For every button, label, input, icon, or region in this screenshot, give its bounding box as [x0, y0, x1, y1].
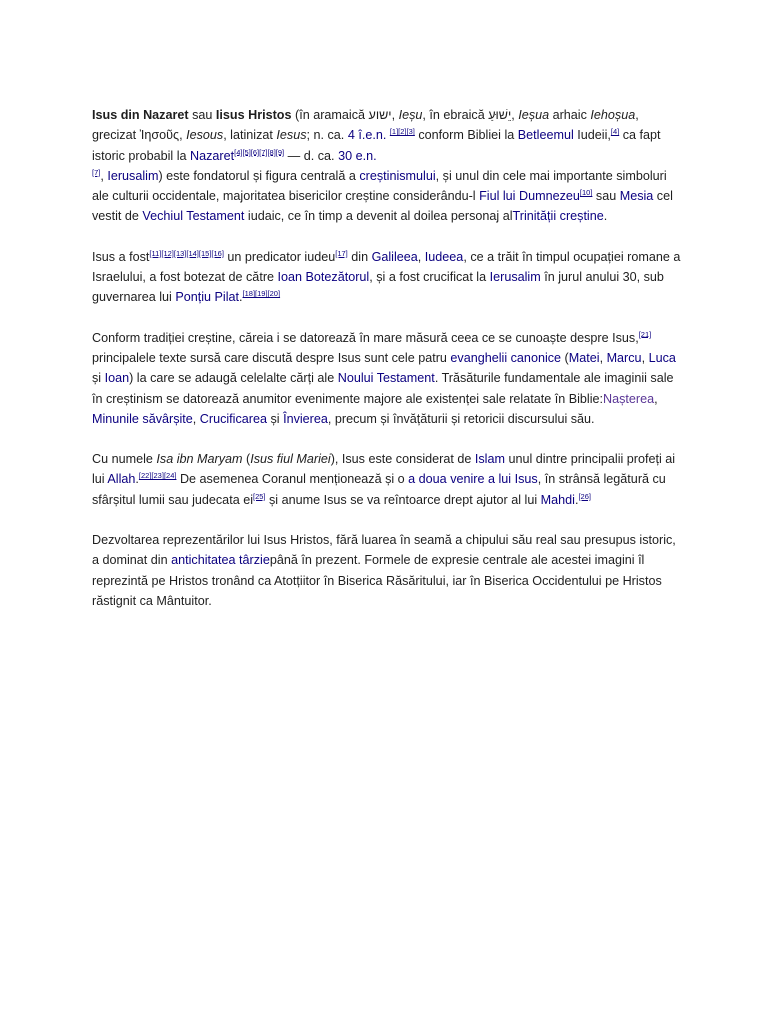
link-crucificarea[interactable]: Crucificarea — [199, 411, 267, 426]
citation-ref[interactable]: [4] — [610, 127, 620, 137]
text: , — [599, 350, 607, 365]
text: , — [511, 108, 519, 122]
name-iesous: Iesous — [186, 128, 224, 143]
link-ierusalim[interactable]: Ierusalim — [489, 270, 541, 285]
paragraph-traditie — [92, 328, 682, 429]
citation-ref[interactable]: [21] — [638, 329, 652, 339]
link-matei[interactable]: Matei — [568, 350, 600, 365]
citation-ref[interactable]: [26] — [578, 491, 591, 501]
link-a-doua-venire[interactable]: a doua venire a lui Isus — [408, 472, 538, 487]
article-title: Isus din Nazaret — [92, 108, 189, 122]
text: Conform tradiției creștine, căreia i se datorează în mare măsură ceea ce se cunoaște despre Isus, — [92, 330, 639, 345]
text: . — [135, 472, 139, 487]
link-trinitatii-crestine[interactable]: Trinității creștine — [512, 209, 604, 224]
text: , — [417, 249, 425, 264]
link-evanghelii-canonice[interactable]: evanghelii canonice — [450, 350, 562, 365]
text: , ce a trăit în timpul ocupației romane a Israelului, a fost botezat de către — [92, 249, 681, 285]
text: , — [391, 108, 399, 122]
text: ; n. ca. — [306, 128, 348, 143]
text: , — [192, 411, 200, 426]
link-ierusalim[interactable]: Ierusalim — [107, 168, 159, 183]
link-noului-testament[interactable]: Noului Testament — [337, 371, 435, 386]
text: De asemenea Coranul menționează și o — [176, 472, 409, 487]
text: . — [603, 209, 608, 224]
text: , precum și învățăturii și retoricii discursului său. — [327, 411, 595, 426]
hebrew-name: יֵשׁוּעַ — [488, 108, 512, 122]
text: cel vestit de — [92, 189, 673, 224]
text: , în ebraică — [422, 108, 489, 122]
text: , latinizat — [223, 128, 277, 143]
text: , în strânsă legătură cu sfârșitul lumii sau judecata ei — [92, 472, 666, 507]
text: ) este fondatorul și figura centrală a — [158, 168, 360, 183]
link-minunile[interactable]: Minunile săvârșite — [92, 411, 193, 426]
text: , și unul din cele mai importante simboluri ale culturii occidentale, majoritatea bisericilor creștine considerându-l — [92, 168, 667, 204]
link-fiul-lui-dumnezeu[interactable]: Fiul lui Dumnezeu — [479, 189, 580, 204]
link-galileea[interactable]: Galileea — [371, 249, 418, 264]
text: un predicator iudeu — [223, 249, 336, 264]
text: arhaic — [549, 108, 591, 122]
text: din — [347, 249, 372, 264]
text: sau — [592, 189, 620, 204]
name-isus-fiul-mariei: Isus fiul Mariei — [250, 452, 331, 467]
text: , — [179, 128, 187, 143]
link-4-ien[interactable]: 4 î.e.n. — [347, 128, 387, 143]
citation-ref[interactable]: [25] — [253, 491, 266, 501]
aramaic-name: ישוע — [368, 108, 392, 122]
name-iehosua: Iehoșua — [590, 108, 636, 122]
link-crestinismului[interactable]: creștinismului — [359, 168, 436, 183]
link-invierea[interactable]: Învierea — [283, 411, 328, 426]
link-allah[interactable]: Allah — [107, 472, 136, 487]
link-mesia[interactable]: Mesia — [619, 189, 654, 204]
link-betleem[interactable]: Betleemul — [517, 128, 574, 143]
text: , — [100, 168, 108, 183]
name-iesua: Ieșua — [518, 108, 550, 122]
citation-ref[interactable]: [11][12][13][14][15][16] — [149, 248, 224, 258]
text: unul dintre principalii profeți ai lui — [92, 452, 676, 487]
text: Iudeii, — [573, 128, 611, 143]
citation-ref[interactable]: [1][2][3] — [389, 127, 415, 137]
citation-ref[interactable]: [7] — [92, 167, 101, 177]
text: (în aramaică — [291, 108, 369, 122]
link-ioan[interactable]: Ioan — [104, 371, 130, 386]
citation-ref[interactable]: [4][5][6][7][8][9] — [234, 147, 285, 157]
paragraph-islam — [92, 449, 682, 510]
link-nasterea[interactable]: Nașterea — [603, 391, 655, 406]
link-pontiu-pilat[interactable]: Ponțiu Pilat — [175, 290, 240, 305]
link-antichitatea-tarzie[interactable]: antichitatea târzie — [171, 553, 270, 568]
link-iudeea[interactable]: Iudeea — [424, 249, 464, 264]
text: conform Bibliei la — [414, 128, 518, 143]
text: ca fapt istoric probabil la — [92, 128, 661, 163]
text: ( — [561, 350, 569, 365]
citation-ref[interactable]: [22][23][24] — [138, 471, 177, 481]
article-body — [92, 105, 682, 631]
text: ), Isus este considerat de — [330, 452, 475, 467]
text: și — [92, 371, 105, 386]
text: principalele texte sursă care discută despre Isus sunt cele patru — [92, 350, 451, 365]
link-30-en[interactable]: 30 e.n. — [338, 148, 377, 163]
link-marcu[interactable]: Marcu — [606, 350, 642, 365]
text: și — [266, 411, 284, 426]
text: Dezvoltarea reprezentărilor lui Isus Hristos, fără luarea în seamă a chipului său real sau presupus istoric, a dominat din — [92, 533, 676, 568]
greek-name: Ἰησοῦς — [139, 128, 180, 143]
link-nazaret[interactable]: Nazaret — [190, 148, 235, 163]
name-iesu: Ieșu — [398, 108, 423, 122]
text: până în prezent. Formele de expresie centrale ale acestei imagini îl reprezintă pe Hristos tronând ca Atotțiitor în Biserica Răsăritului, iar în Biserica Occidentului pe Hristos răstignit ca Mântuitor. — [92, 553, 662, 608]
paragraph-intro — [92, 105, 682, 227]
text: . Trăsăturile fundamentale ale imaginii sale în creștinism se datorează anumitor evenimente majore ale existenței sale relatate în Biblie: — [92, 371, 674, 406]
article-alt-title: Iisus Hristos — [215, 108, 292, 122]
text: , — [654, 391, 658, 406]
text: , grecizat — [92, 108, 639, 143]
link-luca[interactable]: Luca — [648, 350, 676, 365]
text: sau — [188, 108, 216, 122]
text: , și a fost crucificat la — [369, 270, 490, 285]
text: ) la care se adaugă celelalte cărți ale — [129, 371, 338, 386]
link-vechiul-testament[interactable]: Vechiul Testament — [142, 209, 245, 224]
citation-ref[interactable]: [17] — [335, 248, 348, 258]
text: Cu numele — [92, 452, 157, 467]
text: , — [641, 350, 649, 365]
text: în jurul anului 30, sub guvernarea lui — [92, 270, 664, 305]
text: și anume Isus se va reîntoarce drept ajutor al lui — [265, 492, 541, 507]
citation-ref[interactable]: [10] — [579, 188, 593, 197]
text: iudaic, ce în timp a devenit al doilea personaj al — [244, 209, 513, 224]
citation-ref[interactable]: [18][19][20] — [242, 289, 281, 299]
text: . — [239, 290, 243, 305]
paragraph-reprezentari — [92, 530, 682, 611]
name-isa-ibn-maryam: Isa ibn Maryam — [156, 452, 243, 467]
text: . — [574, 492, 579, 507]
link-islam[interactable]: Islam — [474, 452, 505, 467]
text: — d. ca. — [284, 148, 339, 163]
paragraph-predicator — [92, 247, 682, 308]
text: ( — [242, 452, 251, 467]
text: Isus a fost — [92, 249, 150, 264]
link-mahdi[interactable]: Mahdi — [540, 492, 575, 507]
name-iesus: Iesus — [276, 128, 307, 143]
link-ioan-botezatorul[interactable]: Ioan Botezătorul — [277, 270, 370, 285]
